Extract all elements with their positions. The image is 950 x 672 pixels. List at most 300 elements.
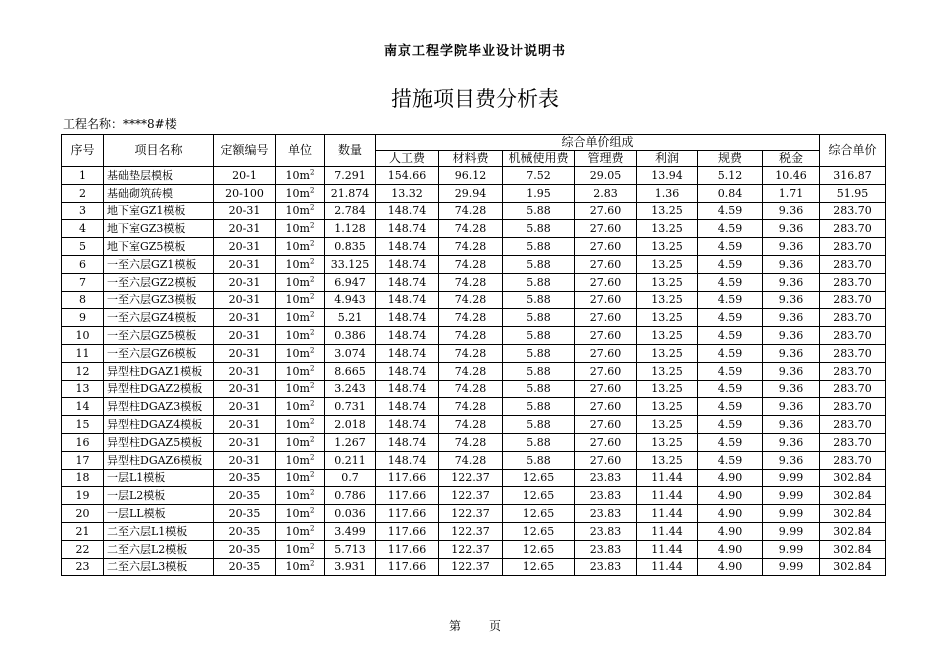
unit-base: 10m [285, 346, 310, 360]
cell-seq: 21 [62, 522, 104, 540]
table-row [62, 558, 886, 576]
cell-machinery: 12.65 [503, 540, 575, 558]
cell-profit: 13.25 [637, 344, 698, 362]
cell-tax: 9.36 [763, 416, 820, 434]
unit-base: 10m [285, 275, 310, 289]
cell-machinery: 7.52 [503, 167, 575, 185]
school-header-title: 南京工程学院毕业设计说明书 [383, 44, 566, 59]
cell-machinery: 5.88 [503, 220, 575, 238]
cell-unit [276, 433, 325, 451]
cell-quota-code: 20-31 [214, 291, 276, 309]
project-name [63, 115, 177, 132]
unit-base: 10m [285, 471, 310, 485]
cell-quota-code: 20-31 [214, 362, 276, 380]
cell-machinery: 12.65 [503, 487, 575, 505]
cell-fees: 4.59 [698, 238, 763, 256]
cell-machinery: 5.88 [503, 309, 575, 327]
cell-quota-code: 20-100 [214, 184, 276, 202]
cell-seq: 23 [62, 558, 104, 576]
table-row [62, 344, 886, 362]
cell-quantity: 3.931 [325, 558, 376, 576]
cell-management: 27.60 [575, 380, 637, 398]
cell-unit [276, 522, 325, 540]
cell-management: 27.60 [575, 238, 637, 256]
table-row [62, 451, 886, 469]
cell-profit: 13.25 [637, 327, 698, 345]
cell-item-name: 异型柱DGAZ1模板 [104, 362, 214, 380]
cell-material: 74.28 [439, 398, 503, 416]
unit-base: 10m [285, 311, 310, 325]
unit-superscript: 2 [309, 239, 315, 248]
cell-seq: 5 [62, 238, 104, 256]
cell-tax: 10.46 [763, 167, 820, 185]
header-quantity: 数量 [325, 135, 376, 167]
cell-fees: 4.59 [698, 451, 763, 469]
cell-material: 74.28 [439, 416, 503, 434]
header-quota-code: 定额编号 [214, 135, 276, 167]
cell-fees: 4.59 [698, 362, 763, 380]
unit-base: 10m [285, 435, 310, 449]
cell-fees: 4.59 [698, 220, 763, 238]
cell-quota-code: 20-35 [214, 487, 276, 505]
cell-unit [276, 505, 325, 523]
cell-profit: 13.25 [637, 220, 698, 238]
cell-seq: 9 [62, 309, 104, 327]
cell-management: 27.60 [575, 255, 637, 273]
cell-machinery: 5.88 [503, 238, 575, 256]
cell-management: 23.83 [575, 469, 637, 487]
header-fees: 规费 [698, 151, 763, 167]
header-machinery: 机械使用费 [503, 151, 575, 167]
table-row [62, 291, 886, 309]
unit-superscript: 2 [309, 381, 315, 390]
table-row [62, 416, 886, 434]
table-row [62, 469, 886, 487]
cell-tax: 1.71 [763, 184, 820, 202]
cell-material: 74.28 [439, 362, 503, 380]
cell-machinery: 5.88 [503, 291, 575, 309]
cell-seq: 4 [62, 220, 104, 238]
cell-total-unit-price: 283.70 [820, 380, 886, 398]
unit-superscript: 2 [309, 399, 315, 408]
cell-quantity: 0.7 [325, 469, 376, 487]
cell-unit [276, 167, 325, 185]
cell-labor: 117.66 [376, 522, 439, 540]
cell-labor: 148.74 [376, 451, 439, 469]
cell-quota-code: 20-31 [214, 344, 276, 362]
cell-total-unit-price: 302.84 [820, 540, 886, 558]
page-suffix: 页 [489, 619, 502, 633]
cell-seq: 1 [62, 167, 104, 185]
cell-material: 74.28 [439, 309, 503, 327]
unit-superscript: 2 [309, 203, 315, 212]
unit-base: 10m [285, 293, 310, 307]
table-row [62, 522, 886, 540]
cell-quota-code: 20-31 [214, 451, 276, 469]
cell-fees: 4.59 [698, 416, 763, 434]
cell-seq: 8 [62, 291, 104, 309]
unit-superscript: 2 [309, 257, 315, 266]
cell-management: 27.60 [575, 398, 637, 416]
cell-item-name: 地下室GZ3模板 [104, 220, 214, 238]
cell-tax: 9.36 [763, 255, 820, 273]
cell-total-unit-price: 283.70 [820, 273, 886, 291]
cell-item-name: 二至六层L3模板 [104, 558, 214, 576]
cell-labor: 148.74 [376, 416, 439, 434]
project-value: ****8#楼 [123, 117, 177, 131]
cell-quota-code: 20-35 [214, 522, 276, 540]
cell-management: 27.60 [575, 327, 637, 345]
cell-material: 74.28 [439, 220, 503, 238]
cell-total-unit-price: 283.70 [820, 344, 886, 362]
cell-quota-code: 20-35 [214, 558, 276, 576]
cell-tax: 9.99 [763, 558, 820, 576]
cell-profit: 11.44 [637, 558, 698, 576]
cell-unit [276, 220, 325, 238]
cell-tax: 9.99 [763, 540, 820, 558]
cell-material: 74.28 [439, 380, 503, 398]
cell-material: 122.37 [439, 505, 503, 523]
cell-material: 122.37 [439, 540, 503, 558]
cell-tax: 9.36 [763, 273, 820, 291]
cell-profit: 13.25 [637, 202, 698, 220]
unit-base: 10m [285, 168, 310, 182]
cell-machinery: 5.88 [503, 451, 575, 469]
cell-fees: 4.90 [698, 558, 763, 576]
cell-total-unit-price: 283.70 [820, 327, 886, 345]
cell-item-name: 一至六层GZ1模板 [104, 255, 214, 273]
cell-quantity: 3.499 [325, 522, 376, 540]
cell-fees: 4.59 [698, 380, 763, 398]
cell-fees: 4.59 [698, 255, 763, 273]
cell-machinery: 12.65 [503, 522, 575, 540]
cell-tax: 9.99 [763, 505, 820, 523]
cell-item-name: 一至六层GZ4模板 [104, 309, 214, 327]
table-row [62, 362, 886, 380]
unit-base: 10m [285, 240, 310, 254]
cell-material: 122.37 [439, 558, 503, 576]
cell-unit [276, 184, 325, 202]
unit-superscript: 2 [309, 221, 315, 230]
cell-tax: 9.36 [763, 380, 820, 398]
cell-total-unit-price: 283.70 [820, 309, 886, 327]
header-profit: 利润 [637, 151, 698, 167]
cell-machinery: 5.88 [503, 433, 575, 451]
cell-labor: 148.74 [376, 362, 439, 380]
cell-item-name: 异型柱DGAZ3模板 [104, 398, 214, 416]
cell-tax: 9.36 [763, 362, 820, 380]
unit-superscript: 2 [309, 435, 315, 444]
cell-total-unit-price: 283.70 [820, 362, 886, 380]
cell-profit: 13.25 [637, 309, 698, 327]
cell-item-name: 一层LL模板 [104, 505, 214, 523]
cell-tax: 9.36 [763, 309, 820, 327]
cell-quantity: 1.267 [325, 433, 376, 451]
unit-superscript: 2 [309, 506, 315, 515]
cell-seq: 14 [62, 398, 104, 416]
cell-profit: 11.44 [637, 505, 698, 523]
cell-item-name: 一层L2模板 [104, 487, 214, 505]
header-item-name: 项目名称 [104, 135, 214, 167]
cell-unit [276, 238, 325, 256]
cell-quantity: 0.731 [325, 398, 376, 416]
cell-fees: 4.90 [698, 469, 763, 487]
cell-labor: 148.74 [376, 202, 439, 220]
cell-labor: 117.66 [376, 469, 439, 487]
cell-tax: 9.99 [763, 522, 820, 540]
cell-labor: 148.74 [376, 433, 439, 451]
cell-machinery: 12.65 [503, 469, 575, 487]
cell-seq: 15 [62, 416, 104, 434]
unit-base: 10m [285, 257, 310, 271]
cell-tax: 9.99 [763, 487, 820, 505]
cell-quantity: 3.074 [325, 344, 376, 362]
table-row [62, 167, 886, 185]
table-row [62, 380, 886, 398]
cell-fees: 4.59 [698, 327, 763, 345]
unit-superscript: 2 [309, 417, 315, 426]
cell-unit [276, 255, 325, 273]
cell-material: 74.28 [439, 291, 503, 309]
cell-labor: 148.74 [376, 309, 439, 327]
cell-management: 23.83 [575, 487, 637, 505]
cell-labor: 117.66 [376, 540, 439, 558]
cell-quota-code: 20-31 [214, 202, 276, 220]
cell-profit: 11.44 [637, 469, 698, 487]
cell-unit [276, 291, 325, 309]
cell-unit [276, 398, 325, 416]
unit-base: 10m [285, 524, 310, 538]
cell-total-unit-price: 302.84 [820, 505, 886, 523]
cell-quota-code: 20-31 [214, 309, 276, 327]
cell-quota-code: 20-1 [214, 167, 276, 185]
cell-labor: 148.74 [376, 344, 439, 362]
cell-material: 74.28 [439, 202, 503, 220]
cell-item-name: 一至六层GZ2模板 [104, 273, 214, 291]
unit-superscript: 2 [309, 346, 315, 355]
header-management: 管理费 [575, 151, 637, 167]
cell-quantity: 0.036 [325, 505, 376, 523]
cell-item-name: 地下室GZ5模板 [104, 238, 214, 256]
cell-quantity: 5.713 [325, 540, 376, 558]
cell-machinery: 5.88 [503, 327, 575, 345]
cell-machinery: 12.65 [503, 505, 575, 523]
table-row [62, 487, 886, 505]
cell-material: 122.37 [439, 487, 503, 505]
header-material: 材料费 [439, 151, 503, 167]
cell-machinery: 5.88 [503, 380, 575, 398]
cell-fees: 4.90 [698, 487, 763, 505]
cell-total-unit-price: 302.84 [820, 487, 886, 505]
cell-tax: 9.36 [763, 202, 820, 220]
cell-management: 27.60 [575, 202, 637, 220]
cell-profit: 1.36 [637, 184, 698, 202]
cell-tax: 9.36 [763, 433, 820, 451]
unit-base: 10m [285, 560, 310, 574]
cell-seq: 17 [62, 451, 104, 469]
cell-labor: 117.66 [376, 505, 439, 523]
cell-unit [276, 416, 325, 434]
unit-base: 10m [285, 400, 310, 414]
cell-management: 23.83 [575, 522, 637, 540]
cell-quota-code: 20-31 [214, 273, 276, 291]
unit-superscript: 2 [309, 541, 315, 550]
cell-quota-code: 20-35 [214, 469, 276, 487]
cell-total-unit-price: 283.70 [820, 398, 886, 416]
cell-profit: 13.25 [637, 380, 698, 398]
cell-quantity: 8.665 [325, 362, 376, 380]
cell-seq: 12 [62, 362, 104, 380]
cell-labor: 148.74 [376, 398, 439, 416]
cell-profit: 13.25 [637, 433, 698, 451]
unit-base: 10m [285, 453, 310, 467]
cell-profit: 13.25 [637, 362, 698, 380]
cell-tax: 9.36 [763, 451, 820, 469]
cell-quantity: 6.947 [325, 273, 376, 291]
cell-material: 74.28 [439, 255, 503, 273]
cell-material: 96.12 [439, 167, 503, 185]
cost-analysis-table [61, 134, 886, 576]
unit-superscript: 2 [309, 168, 315, 177]
cell-management: 27.60 [575, 451, 637, 469]
cell-total-unit-price: 283.70 [820, 451, 886, 469]
cell-quantity: 7.291 [325, 167, 376, 185]
cell-quantity: 2.018 [325, 416, 376, 434]
table-row [62, 505, 886, 523]
cell-quota-code: 20-31 [214, 327, 276, 345]
cell-item-name: 二至六层L2模板 [104, 540, 214, 558]
cell-management: 23.83 [575, 505, 637, 523]
cell-item-name: 异型柱DGAZ4模板 [104, 416, 214, 434]
cell-unit [276, 469, 325, 487]
table-row [62, 273, 886, 291]
unit-base: 10m [285, 222, 310, 236]
cell-quantity: 5.21 [325, 309, 376, 327]
cell-unit [276, 202, 325, 220]
cell-unit [276, 362, 325, 380]
unit-superscript: 2 [309, 364, 315, 372]
table-row [62, 309, 886, 327]
cell-material: 74.28 [439, 451, 503, 469]
header-composition-group: 综合单价组成 [376, 135, 820, 151]
page-title: 措施项目费分析表 [391, 87, 559, 111]
cell-seq: 11 [62, 344, 104, 362]
cell-unit [276, 451, 325, 469]
cell-machinery: 12.65 [503, 558, 575, 576]
cell-fees: 5.12 [698, 167, 763, 185]
cell-tax: 9.36 [763, 398, 820, 416]
cell-quantity: 3.243 [325, 380, 376, 398]
cell-management: 27.60 [575, 309, 637, 327]
table-row [62, 540, 886, 558]
cell-material: 29.94 [439, 184, 503, 202]
table-row [62, 184, 886, 202]
cell-quota-code: 20-31 [214, 433, 276, 451]
cell-profit: 13.25 [637, 273, 698, 291]
cell-profit: 11.44 [637, 540, 698, 558]
cell-tax: 9.36 [763, 238, 820, 256]
cell-material: 74.28 [439, 433, 503, 451]
cell-seq: 13 [62, 380, 104, 398]
unit-superscript: 2 [309, 488, 315, 497]
cell-item-name: 一至六层GZ3模板 [104, 291, 214, 309]
cell-quantity: 21.874 [325, 184, 376, 202]
cell-fees: 4.59 [698, 291, 763, 309]
cell-machinery: 5.88 [503, 273, 575, 291]
cell-material: 122.37 [439, 469, 503, 487]
cell-seq: 6 [62, 255, 104, 273]
table-row [62, 202, 886, 220]
cell-item-name: 一层L1模板 [104, 469, 214, 487]
cell-quantity: 0.211 [325, 451, 376, 469]
cell-machinery: 5.88 [503, 416, 575, 434]
cell-fees: 4.90 [698, 505, 763, 523]
cell-quantity: 1.128 [325, 220, 376, 238]
cell-material: 74.28 [439, 238, 503, 256]
cell-profit: 13.25 [637, 416, 698, 434]
cell-total-unit-price: 302.84 [820, 469, 886, 487]
cell-management: 27.60 [575, 362, 637, 380]
cell-total-unit-price: 283.70 [820, 220, 886, 238]
unit-base: 10m [285, 364, 310, 378]
cell-item-name: 基础垫层模板 [104, 167, 214, 185]
cell-tax: 9.36 [763, 220, 820, 238]
unit-base: 10m [285, 186, 310, 200]
cell-fees: 4.90 [698, 522, 763, 540]
page-footer [0, 617, 950, 634]
table-row [62, 255, 886, 273]
header-labor: 人工费 [376, 151, 439, 167]
cell-profit: 13.94 [637, 167, 698, 185]
cell-total-unit-price: 51.95 [820, 184, 886, 202]
cell-labor: 13.32 [376, 184, 439, 202]
table-row [62, 398, 886, 416]
cell-seq: 2 [62, 184, 104, 202]
unit-superscript: 2 [309, 559, 315, 568]
cell-profit: 13.25 [637, 255, 698, 273]
cell-quota-code: 20-31 [214, 380, 276, 398]
cell-management: 23.83 [575, 558, 637, 576]
cell-machinery: 5.88 [503, 398, 575, 416]
cell-profit: 13.25 [637, 398, 698, 416]
unit-base: 10m [285, 329, 310, 343]
cell-management: 27.60 [575, 416, 637, 434]
cell-machinery: 1.95 [503, 184, 575, 202]
cell-unit [276, 380, 325, 398]
cell-material: 74.28 [439, 273, 503, 291]
cell-seq: 19 [62, 487, 104, 505]
cell-management: 27.60 [575, 291, 637, 309]
cell-quota-code: 20-31 [214, 416, 276, 434]
cell-tax: 9.36 [763, 344, 820, 362]
cell-tax: 9.99 [763, 469, 820, 487]
cell-quota-code: 20-31 [214, 398, 276, 416]
cell-quota-code: 20-35 [214, 540, 276, 558]
page-prefix: 第 [448, 619, 461, 633]
table-row [62, 327, 886, 345]
cell-management: 27.60 [575, 273, 637, 291]
cell-labor: 148.74 [376, 291, 439, 309]
unit-superscript: 2 [309, 186, 315, 195]
unit-superscript: 2 [309, 275, 315, 284]
cell-quantity: 0.835 [325, 238, 376, 256]
header-tax: 税金 [763, 151, 820, 167]
unit-superscript: 2 [309, 310, 315, 319]
unit-base: 10m [285, 418, 310, 432]
unit-base: 10m [285, 542, 310, 556]
cell-material: 74.28 [439, 327, 503, 345]
header-unit: 单位 [276, 135, 325, 167]
